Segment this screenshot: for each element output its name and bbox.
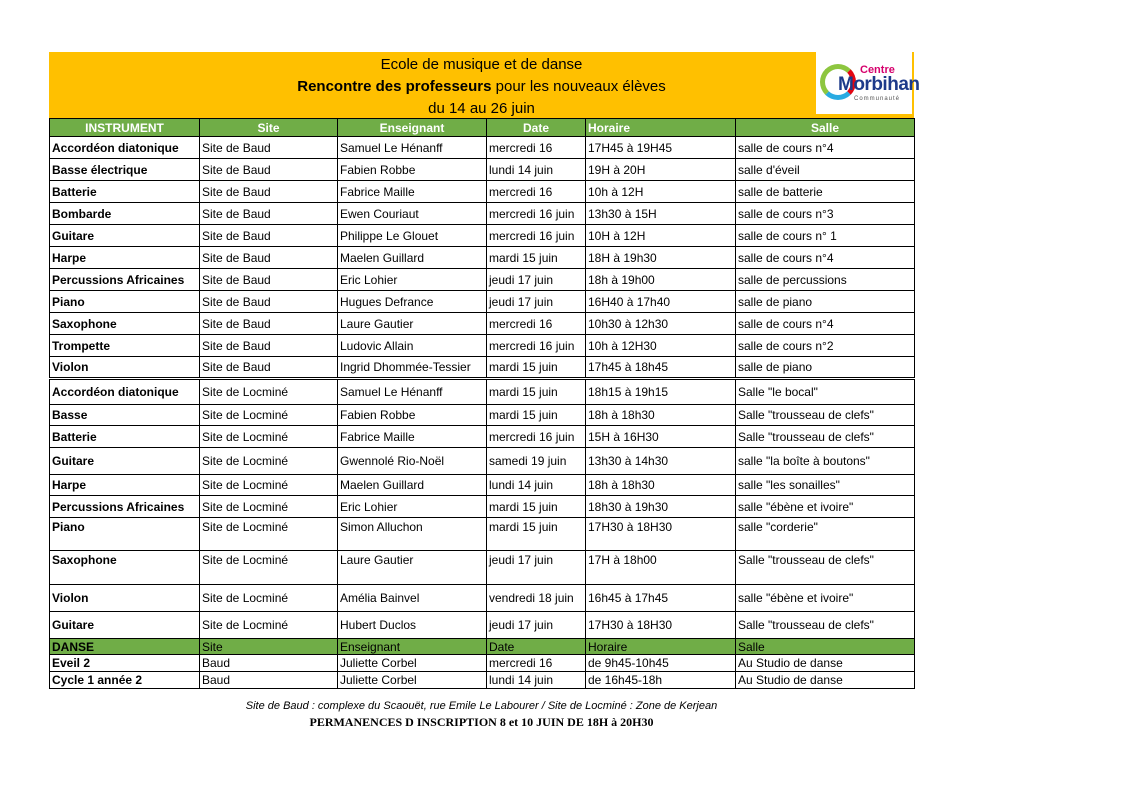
cell-room: salle de cours n°3 — [736, 203, 915, 225]
cell-site: Site de Locminé — [200, 405, 338, 426]
event-title-rest: pour les nouveaux élèves — [491, 78, 666, 95]
table-row — [50, 137, 915, 159]
cell-room: Salle "le bocal" — [736, 379, 915, 405]
cell-time: 17H30 à 18H30 — [586, 518, 736, 551]
cell-room: salle de piano — [736, 357, 915, 379]
cell-room: salle "les sonailles" — [736, 475, 915, 496]
cell-teacher: Fabien Robbe — [338, 405, 487, 426]
cell-site: Site de Baud — [200, 335, 338, 357]
logo-text-sub: Communauté — [854, 96, 901, 102]
cell-instrument: Saxophone — [50, 313, 200, 335]
cell-instrument: Harpe — [50, 247, 200, 269]
cell-site: Site de Locminé — [200, 551, 338, 585]
cell-site: Site de Baud — [200, 203, 338, 225]
cell-instrument: Saxophone — [50, 551, 200, 585]
cell-site: Site de Locminé — [200, 612, 338, 639]
cell-time: 13h30 à 14h30 — [586, 448, 736, 475]
table-row — [50, 496, 915, 518]
cell-site: Site de Locminé — [200, 585, 338, 612]
table-row — [50, 247, 915, 269]
danse-header-teacher: Enseignant — [338, 639, 487, 655]
cell-time: 10h à 12H — [586, 181, 736, 203]
cell-instrument: Percussions Africaines — [50, 269, 200, 291]
cell-teacher: Eric Lohier — [338, 269, 487, 291]
cell-teacher: Laure Gautier — [338, 551, 487, 585]
header-time: Horaire — [586, 119, 736, 137]
cell-room: salle "ébène et ivoire" — [736, 496, 915, 518]
cell-teacher: Maelen Guillard — [338, 247, 487, 269]
cell-time: 16h45 à 17h45 — [586, 585, 736, 612]
cell-date: mardi 15 juin — [487, 496, 586, 518]
cell-teacher: Eric Lohier — [338, 496, 487, 518]
cell-instrument: Piano — [50, 291, 200, 313]
table-row — [50, 269, 915, 291]
cell-site: Site de Baud — [200, 313, 338, 335]
cell-time: 17H à 18h00 — [586, 551, 736, 585]
cell-instrument: Piano — [50, 518, 200, 551]
danse-header-room: Salle — [736, 639, 915, 655]
table-row — [50, 405, 915, 426]
cell-date: lundi 14 juin — [487, 475, 586, 496]
cell-date: mardi 15 juin — [487, 379, 586, 405]
cell-time: de 9h45-10h45 — [586, 655, 736, 672]
cell-room: salle de cours n°4 — [736, 313, 915, 335]
cell-room: salle d'éveil — [736, 159, 915, 181]
cell-teacher: Samuel Le Hénanff — [338, 137, 487, 159]
cell-room: salle de percussions — [736, 269, 915, 291]
cell-site: Site de Baud — [200, 269, 338, 291]
danse-header-row — [50, 639, 915, 655]
cell-date: mercredi 16 — [487, 655, 586, 672]
cell-time: 10h30 à 12h30 — [586, 313, 736, 335]
danse-header-time: Horaire — [586, 639, 736, 655]
table-row — [50, 225, 915, 247]
table-row — [50, 518, 915, 551]
cell-room: salle de cours n°2 — [736, 335, 915, 357]
table-row — [50, 181, 915, 203]
cell-time: 10H à 12H — [586, 225, 736, 247]
cell-instrument: Guitare — [50, 612, 200, 639]
table-row — [50, 203, 915, 225]
cell-instrument: Cycle 1 année 2 — [50, 672, 200, 689]
cell-time: 18H à 19h30 — [586, 247, 736, 269]
cell-instrument: Basse — [50, 405, 200, 426]
table-row — [50, 313, 915, 335]
cell-teacher: Juliette Corbel — [338, 672, 487, 689]
cell-site: Site de Baud — [200, 291, 338, 313]
cell-instrument: Guitare — [50, 225, 200, 247]
cell-room: salle "la boîte à boutons" — [736, 448, 915, 475]
cell-site: Site de Baud — [200, 159, 338, 181]
cell-time: 17H30 à 18H30 — [586, 612, 736, 639]
cell-time: 10h à 12H30 — [586, 335, 736, 357]
cell-instrument: Violon — [50, 585, 200, 612]
cell-room: salle "ébène et ivoire" — [736, 585, 915, 612]
cell-teacher: Gwennolé Rio-Noël — [338, 448, 487, 475]
cell-time: 15H à 16H30 — [586, 426, 736, 448]
cell-teacher: Samuel Le Hénanff — [338, 379, 487, 405]
header-date: Date — [487, 119, 586, 137]
cell-room: salle de cours n°4 — [736, 247, 915, 269]
cell-date: jeudi 17 juin — [487, 551, 586, 585]
cell-site: Site de Locminé — [200, 475, 338, 496]
cell-site: Site de Locminé — [200, 448, 338, 475]
cell-date: mercredi 16 — [487, 181, 586, 203]
header-teacher: Enseignant — [338, 119, 487, 137]
cell-time: 18h30 à 19h30 — [586, 496, 736, 518]
cell-date: mardi 15 juin — [487, 518, 586, 551]
logo-text-top: Centre — [860, 64, 895, 76]
table-row — [50, 379, 915, 405]
cell-time: 17h45 à 18h45 — [586, 357, 736, 379]
cell-instrument: Percussions Africaines — [50, 496, 200, 518]
cell-room: salle de batterie — [736, 181, 915, 203]
header-instrument: INSTRUMENT — [50, 119, 200, 137]
cell-date: mardi 15 juin — [487, 405, 586, 426]
danse-header-site: Site — [200, 639, 338, 655]
table-row — [50, 291, 915, 313]
cell-room: Salle "trousseau de clefs" — [736, 551, 915, 585]
cell-teacher: Juliette Corbel — [338, 655, 487, 672]
cell-teacher: Simon Alluchon — [338, 518, 487, 551]
table-row — [50, 612, 915, 639]
cell-instrument: Eveil 2 — [50, 655, 200, 672]
cell-instrument: Basse électrique — [50, 159, 200, 181]
cell-instrument: Accordéon diatonique — [50, 379, 200, 405]
table-row — [50, 655, 915, 672]
cell-date: mercredi 16 — [487, 137, 586, 159]
cell-date: jeudi 17 juin — [487, 612, 586, 639]
cell-room: salle de piano — [736, 291, 915, 313]
cell-teacher: Fabrice Maille — [338, 181, 487, 203]
table-row — [50, 551, 915, 585]
schedule-table — [49, 118, 915, 689]
cell-teacher: Philippe Le Glouet — [338, 225, 487, 247]
cell-instrument: Batterie — [50, 426, 200, 448]
table-row — [50, 475, 915, 496]
cell-room: Salle "trousseau de clefs" — [736, 426, 915, 448]
event-title — [49, 77, 914, 96]
danse-header-date: Date — [487, 639, 586, 655]
header-site: Site — [200, 119, 338, 137]
header-room: Salle — [736, 119, 915, 137]
logo-text-main: Morbihan — [838, 74, 920, 95]
table-row — [50, 357, 915, 379]
event-dates: du 14 au 26 juin — [428, 100, 535, 117]
cell-time: 18h à 18h30 — [586, 475, 736, 496]
table-row — [50, 159, 915, 181]
cell-room: Au Studio de danse — [736, 655, 915, 672]
cell-time: 17H45 à 19H45 — [586, 137, 736, 159]
cell-site: Baud — [200, 672, 338, 689]
cell-instrument: Bombarde — [50, 203, 200, 225]
registration-note: PERMANENCES D INSCRIPTION 8 et 10 JUIN DE 18H à 20H30 — [309, 715, 654, 729]
table-row — [50, 672, 915, 689]
table-row — [50, 585, 915, 612]
cell-teacher: Fabrice Maille — [338, 426, 487, 448]
cell-room: Au Studio de danse — [736, 672, 915, 689]
cell-instrument: Violon — [50, 357, 200, 379]
cell-date: mardi 15 juin — [487, 247, 586, 269]
cell-site: Site de Locminé — [200, 518, 338, 551]
sites-address-note: Site de Baud : complexe du Scaouët, rue Emile Le Labourer / Site de Locminé : Zone de Kerjean — [245, 700, 718, 712]
table-row — [50, 426, 915, 448]
cell-date: mercredi 16 juin — [487, 203, 586, 225]
cell-teacher: Ludovic Allain — [338, 335, 487, 357]
cell-teacher: Amélia Bainvel — [338, 585, 487, 612]
cell-date: lundi 14 juin — [487, 672, 586, 689]
cell-site: Site de Baud — [200, 225, 338, 247]
table-row — [50, 448, 915, 475]
cell-date: samedi 19 juin — [487, 448, 586, 475]
cell-room: salle de cours n°4 — [736, 137, 915, 159]
cell-site: Baud — [200, 655, 338, 672]
event-title-bold: Rencontre des professeurs — [297, 78, 492, 95]
cell-room: Salle "trousseau de clefs" — [736, 612, 915, 639]
cell-time: 18h15 à 19h15 — [586, 379, 736, 405]
cell-time: 18h à 18h30 — [586, 405, 736, 426]
cell-site: Site de Baud — [200, 137, 338, 159]
cell-time: 16H40 à 17h40 — [586, 291, 736, 313]
cell-site: Site de Baud — [200, 181, 338, 203]
cell-date: mercredi 16 juin — [487, 225, 586, 247]
cell-instrument: Accordéon diatonique — [50, 137, 200, 159]
cell-date: mercredi 16 juin — [487, 426, 586, 448]
cell-site: Site de Locminé — [200, 426, 338, 448]
table-row — [50, 335, 915, 357]
cell-date: mercredi 16 — [487, 313, 586, 335]
cell-teacher: Hubert Duclos — [338, 612, 487, 639]
cell-date: vendredi 18 juin — [487, 585, 586, 612]
cell-time: 18h à 19h00 — [586, 269, 736, 291]
cell-site: Site de Baud — [200, 247, 338, 269]
cell-site: Site de Baud — [200, 357, 338, 379]
cell-instrument: Batterie — [50, 181, 200, 203]
cell-teacher: Ewen Couriaut — [338, 203, 487, 225]
cell-time: 13h30 à 15H — [586, 203, 736, 225]
cell-room: Salle "trousseau de clefs" — [736, 405, 915, 426]
cell-instrument: Trompette — [50, 335, 200, 357]
cell-teacher: Ingrid Dhommée-Tessier — [338, 357, 487, 379]
cell-date: mercredi 16 juin — [487, 335, 586, 357]
cell-teacher: Maelen Guillard — [338, 475, 487, 496]
danse-header-instrument: DANSE — [50, 639, 200, 655]
table-header-row — [50, 119, 915, 137]
cell-time: 19H à 20H — [586, 159, 736, 181]
cell-date: jeudi 17 juin — [487, 269, 586, 291]
cell-time: de 16h45-18h — [586, 672, 736, 689]
centre-morbihan-logo — [816, 52, 920, 114]
cell-date: jeudi 17 juin — [487, 291, 586, 313]
cell-room: salle de cours n° 1 — [736, 225, 915, 247]
cell-teacher: Fabien Robbe — [338, 159, 487, 181]
cell-room: salle "corderie" — [736, 518, 915, 551]
cell-instrument: Guitare — [50, 448, 200, 475]
cell-date: lundi 14 juin — [487, 159, 586, 181]
title-banner — [49, 52, 914, 118]
school-title: Ecole de musique et de danse — [380, 56, 583, 73]
cell-site: Site de Locminé — [200, 379, 338, 405]
cell-teacher: Laure Gautier — [338, 313, 487, 335]
cell-date: mardi 15 juin — [487, 357, 586, 379]
cell-site: Site de Locminé — [200, 496, 338, 518]
cell-instrument: Harpe — [50, 475, 200, 496]
cell-teacher: Hugues Defrance — [338, 291, 487, 313]
